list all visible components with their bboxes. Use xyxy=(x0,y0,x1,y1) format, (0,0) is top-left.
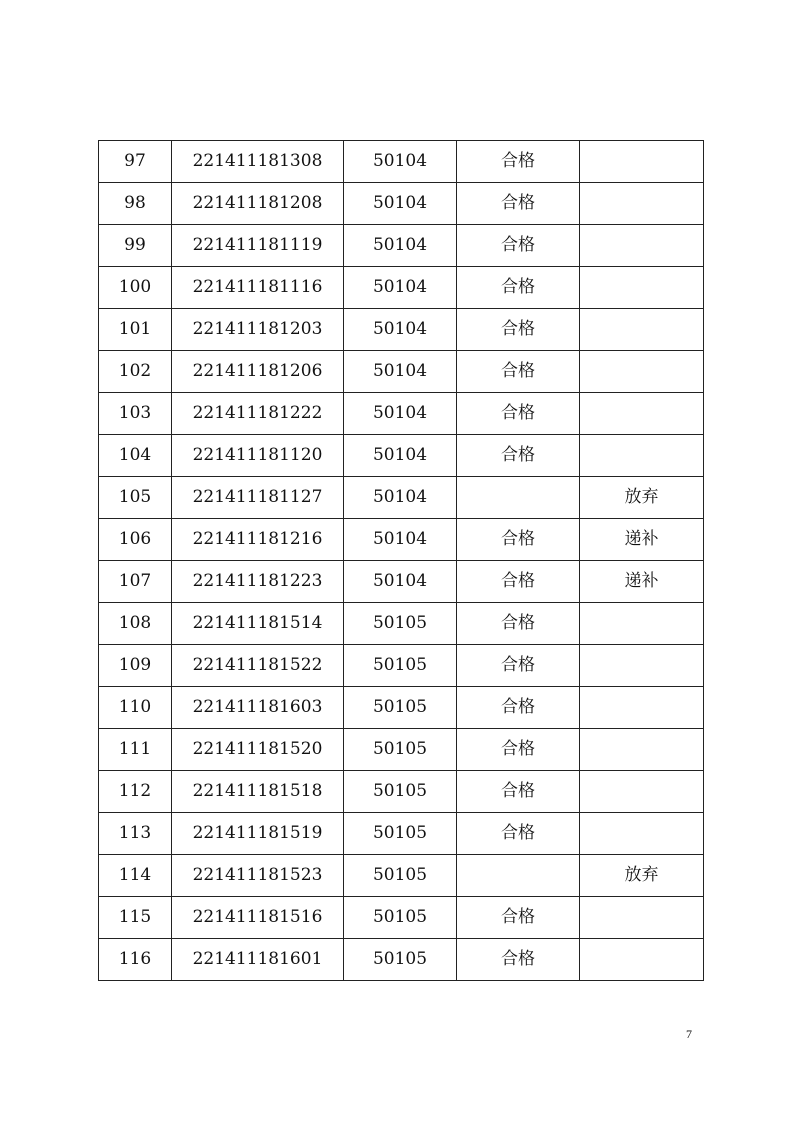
table-row xyxy=(99,729,704,771)
result-cell xyxy=(457,477,580,519)
remark-cell xyxy=(580,267,704,309)
candidate-id-cell: 221411181203 xyxy=(172,309,344,351)
position-code-cell: 50105 xyxy=(344,855,457,897)
position-code-cell: 50105 xyxy=(344,687,457,729)
result-cell: 合格 xyxy=(457,519,580,561)
remark-cell xyxy=(580,897,704,939)
row-number-cell: 112 xyxy=(99,771,172,813)
position-code-cell: 50104 xyxy=(344,561,457,603)
table-row xyxy=(99,351,704,393)
table-row xyxy=(99,561,704,603)
result-cell: 合格 xyxy=(457,225,580,267)
remark-cell xyxy=(580,687,704,729)
position-code-cell: 50105 xyxy=(344,645,457,687)
result-cell: 合格 xyxy=(457,141,580,183)
result-cell: 合格 xyxy=(457,267,580,309)
row-number-cell: 106 xyxy=(99,519,172,561)
candidate-id-cell: 221411181206 xyxy=(172,351,344,393)
row-number-cell: 100 xyxy=(99,267,172,309)
position-code-cell: 50104 xyxy=(344,519,457,561)
remark-cell: 放弃 xyxy=(580,855,704,897)
result-cell: 合格 xyxy=(457,645,580,687)
row-number-cell: 102 xyxy=(99,351,172,393)
table-row xyxy=(99,393,704,435)
position-code-cell: 50105 xyxy=(344,603,457,645)
remark-cell xyxy=(580,225,704,267)
position-code-cell: 50104 xyxy=(344,351,457,393)
table-row xyxy=(99,771,704,813)
row-number-cell: 108 xyxy=(99,603,172,645)
table-row xyxy=(99,183,704,225)
row-number-cell: 105 xyxy=(99,477,172,519)
row-number-cell: 103 xyxy=(99,393,172,435)
table-row xyxy=(99,603,704,645)
position-code-cell: 50104 xyxy=(344,183,457,225)
candidate-id-cell: 221411181522 xyxy=(172,645,344,687)
position-code-cell: 50104 xyxy=(344,393,457,435)
table-row xyxy=(99,435,704,477)
remark-cell xyxy=(580,309,704,351)
row-number-cell: 116 xyxy=(99,939,172,981)
remark-cell xyxy=(580,393,704,435)
table-row xyxy=(99,813,704,855)
remark-cell xyxy=(580,645,704,687)
candidate-id-cell: 221411181514 xyxy=(172,603,344,645)
result-cell: 合格 xyxy=(457,603,580,645)
row-number-cell: 98 xyxy=(99,183,172,225)
remark-cell xyxy=(580,813,704,855)
result-cell: 合格 xyxy=(457,687,580,729)
row-number-cell: 111 xyxy=(99,729,172,771)
remark-cell xyxy=(580,141,704,183)
result-cell xyxy=(457,855,580,897)
candidate-id-cell: 221411181116 xyxy=(172,267,344,309)
table-row xyxy=(99,645,704,687)
remark-cell: 放弃 xyxy=(580,477,704,519)
table-row xyxy=(99,855,704,897)
position-code-cell: 50105 xyxy=(344,939,457,981)
remark-cell: 递补 xyxy=(580,519,704,561)
result-cell: 合格 xyxy=(457,729,580,771)
table-row xyxy=(99,519,704,561)
remark-cell xyxy=(580,183,704,225)
candidate-id-cell: 221411181127 xyxy=(172,477,344,519)
row-number-cell: 110 xyxy=(99,687,172,729)
candidate-id-cell: 221411181516 xyxy=(172,897,344,939)
candidate-id-cell: 221411181308 xyxy=(172,141,344,183)
table-row xyxy=(99,477,704,519)
table-row xyxy=(99,225,704,267)
row-number-cell: 97 xyxy=(99,141,172,183)
row-number-cell: 107 xyxy=(99,561,172,603)
remark-cell xyxy=(580,771,704,813)
position-code-cell: 50104 xyxy=(344,477,457,519)
result-cell: 合格 xyxy=(457,771,580,813)
result-cell: 合格 xyxy=(457,351,580,393)
result-cell: 合格 xyxy=(457,897,580,939)
row-number-cell: 109 xyxy=(99,645,172,687)
position-code-cell: 50104 xyxy=(344,141,457,183)
candidate-id-cell: 221411181523 xyxy=(172,855,344,897)
result-cell: 合格 xyxy=(457,561,580,603)
candidate-id-cell: 221411181119 xyxy=(172,225,344,267)
row-number-cell: 99 xyxy=(99,225,172,267)
row-number-cell: 115 xyxy=(99,897,172,939)
position-code-cell: 50104 xyxy=(344,267,457,309)
candidate-id-cell: 221411181120 xyxy=(172,435,344,477)
result-cell: 合格 xyxy=(457,435,580,477)
candidate-id-cell: 221411181518 xyxy=(172,771,344,813)
remark-cell xyxy=(580,729,704,771)
position-code-cell: 50105 xyxy=(344,813,457,855)
table-row xyxy=(99,897,704,939)
remark-cell xyxy=(580,603,704,645)
candidate-id-cell: 221411181222 xyxy=(172,393,344,435)
remark-cell xyxy=(580,435,704,477)
table-row xyxy=(99,267,704,309)
table-row xyxy=(99,309,704,351)
table-row xyxy=(99,939,704,981)
position-code-cell: 50104 xyxy=(344,225,457,267)
result-cell: 合格 xyxy=(457,813,580,855)
table-row xyxy=(99,141,704,183)
candidate-id-cell: 221411181520 xyxy=(172,729,344,771)
position-code-cell: 50105 xyxy=(344,897,457,939)
remark-cell xyxy=(580,939,704,981)
row-number-cell: 113 xyxy=(99,813,172,855)
results-table xyxy=(98,140,704,981)
candidate-id-cell: 221411181519 xyxy=(172,813,344,855)
candidate-id-cell: 221411181601 xyxy=(172,939,344,981)
position-code-cell: 50104 xyxy=(344,435,457,477)
remark-cell xyxy=(580,351,704,393)
row-number-cell: 104 xyxy=(99,435,172,477)
position-code-cell: 50105 xyxy=(344,729,457,771)
result-cell: 合格 xyxy=(457,939,580,981)
remark-cell: 递补 xyxy=(580,561,704,603)
row-number-cell: 101 xyxy=(99,309,172,351)
result-cell: 合格 xyxy=(457,183,580,225)
result-cell: 合格 xyxy=(457,393,580,435)
candidate-id-cell: 221411181208 xyxy=(172,183,344,225)
candidate-id-cell: 221411181223 xyxy=(172,561,344,603)
candidate-id-cell: 221411181603 xyxy=(172,687,344,729)
table-row xyxy=(99,687,704,729)
position-code-cell: 50104 xyxy=(344,309,457,351)
candidate-id-cell: 221411181216 xyxy=(172,519,344,561)
row-number-cell: 114 xyxy=(99,855,172,897)
page-number: 7 xyxy=(686,1027,692,1041)
results-table-body xyxy=(99,141,704,981)
result-cell: 合格 xyxy=(457,309,580,351)
position-code-cell: 50105 xyxy=(344,771,457,813)
